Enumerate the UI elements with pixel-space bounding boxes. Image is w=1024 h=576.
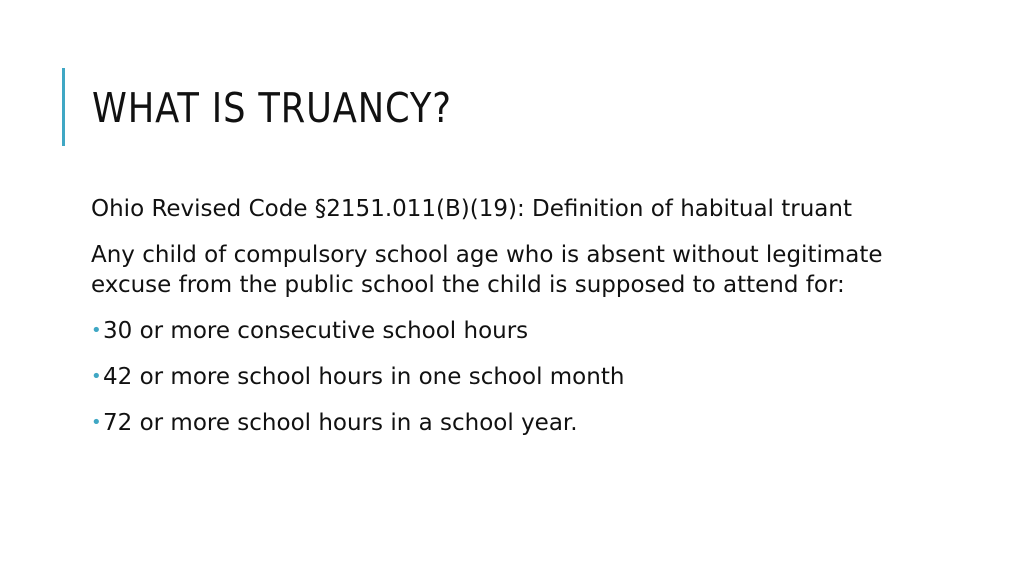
- definition-text: Any child of compulsory school age who is absent without legitimate excuse from the public school the child is supposed to attend for:: [91, 242, 883, 298]
- definition-citation: Ohio Revised Code §2151.011(B)(19): Definition of habitual truant: [91, 196, 852, 222]
- bullet-text: 42 or more school hours in one school month: [103, 364, 625, 390]
- slide-title: WHAT IS TRUANCY?: [92, 84, 452, 132]
- bullet-item: [91, 408, 941, 438]
- bullet-item: [91, 362, 941, 392]
- title-accent-bar: [62, 68, 65, 146]
- slide-body: [91, 194, 941, 454]
- bullet-dot-icon: •: [91, 320, 102, 341]
- bullet-item: [91, 316, 941, 346]
- bullet-text: 72 or more school hours in a school year.: [103, 410, 578, 436]
- bullet-dot-icon: •: [91, 412, 102, 433]
- bullet-text: 30 or more consecutive school hours: [103, 318, 529, 344]
- bullet-dot-icon: •: [91, 366, 102, 387]
